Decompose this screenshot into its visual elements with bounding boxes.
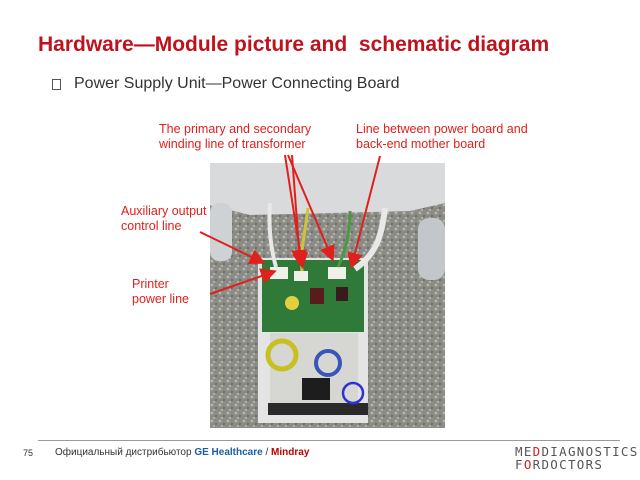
footer-distributor: [55, 447, 309, 458]
annotation-printer: Printer power line: [132, 277, 189, 306]
roller-right: [418, 218, 445, 280]
footer-brand-ge: GE Healthcare: [194, 447, 263, 458]
annotation-auxiliary: Auxiliary output control line: [121, 204, 207, 233]
relay-block: [336, 287, 348, 301]
meddiagnostics-logo: [515, 445, 639, 471]
bottom-panel: [268, 403, 368, 415]
lower-cavity: [270, 333, 358, 413]
bullet-row: [52, 75, 400, 93]
logo-part: RDOCTORS: [532, 457, 604, 472]
bullet-text: Power Supply Unit—Power Connecting Board: [74, 75, 400, 92]
logo-part: F: [515, 457, 524, 472]
annotation-line-between: Line between power board and back-end mother board: [356, 122, 528, 151]
connector-3: [328, 267, 346, 279]
transformer-block: [310, 288, 324, 304]
footer-brand-mindray: Mindray: [271, 447, 310, 458]
page-number: 75: [23, 448, 34, 458]
logo-part-accent: O: [523, 457, 533, 472]
roller-left: [210, 203, 232, 261]
connector-2: [294, 271, 308, 281]
logo-part: DIAGNOSTICS: [541, 444, 639, 459]
connector-1: [270, 267, 288, 279]
casing-top: [210, 163, 445, 215]
capacitor: [285, 296, 299, 310]
power-supply-photo: [210, 163, 445, 428]
logo-part-accent: D: [532, 444, 542, 459]
logo-part: ME: [515, 444, 533, 459]
slide-title: Hardware—Module picture and schematic diagram: [38, 33, 550, 56]
footer-distributor-prefix: Официальный дистрибьютор: [55, 447, 195, 458]
power-supply-photo-drawing: [210, 163, 445, 428]
bullet-square-icon: [52, 79, 61, 90]
power-socket: [302, 378, 330, 400]
annotation-primary-secondary: The primary and secondary winding line of transformer: [159, 122, 312, 151]
footer-separator: /: [262, 447, 272, 458]
footer-divider: [38, 440, 620, 441]
